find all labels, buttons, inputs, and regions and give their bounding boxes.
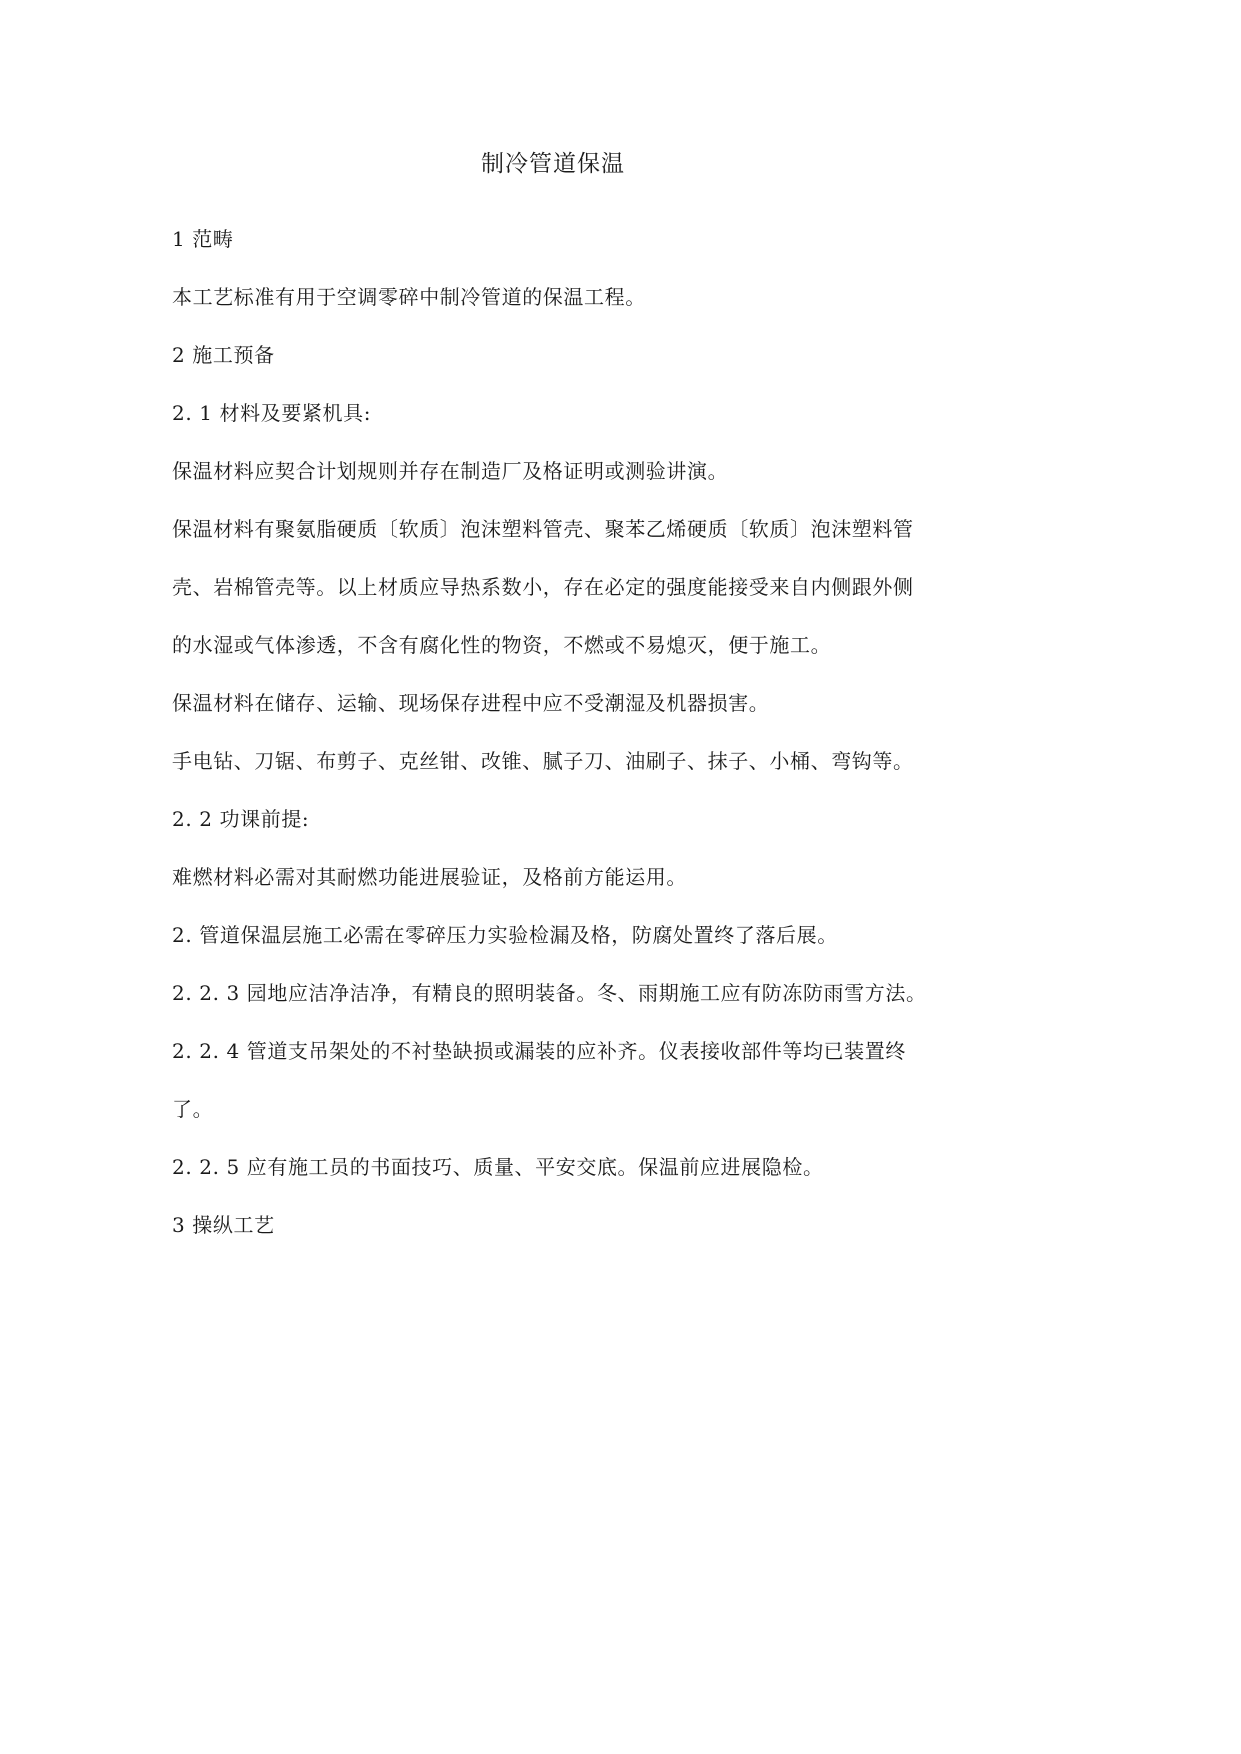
document-body [172,210,934,1254]
paragraph: 2. 2. 4 管道支吊架处的不衬垫缺损或漏装的应补齐。仪表接收部件等均已装置终了。 [172,1039,906,1121]
paragraph: 保温材料在储存、运输、现场保存进程中应不受潮湿及机器损害。 [172,691,770,715]
document-title: 制冷管道保温 [481,151,625,177]
subsection-heading-materials: 2. 1 材料及要紧机具: [172,401,372,425]
paragraph: 手电钻、刀锯、布剪子、克丝钳、改锥、腻子刀、油刷子、抹子、小桶、弯钩等。 [172,749,914,773]
paragraph: 2. 2. 3 园地应洁净洁净，有精良的照明装备。冬、雨期施工应有防冻防雨雪方法。 [172,981,927,1005]
paragraph: 2. 2. 5 应有施工员的书面技巧、质量、平安交底。保温前应进展隐检。 [172,1155,824,1179]
section-heading-preparation: 2 施工预备 [172,343,275,367]
paragraph: 保温材料应契合计划规则并存在制造厂及格证明或测验讲演。 [172,459,729,483]
paragraph: 保温材料有聚氨脂硬质〔软质〕泡沫塑料管壳、聚苯乙烯硬质〔软质〕泡沫塑料管壳、岩棉管壳等。以上材质应导热系数小，存在必定的强度能接受来自内侧跟外侧的水湿或气体渗透，不含有腐化性的物资，不燃或不易熄灭，便于施工。 [172,517,914,657]
section-heading-process: 3 操纵工艺 [172,1213,275,1237]
subsection-heading-conditions: 2. 2 功课前提: [172,807,310,831]
paragraph: 难燃材料必需对其耐燃功能进展验证，及格前方能运用。 [172,865,687,889]
section-heading-scope: 1 范畴 [172,227,234,251]
paragraph: 2. 管道保温层施工必需在零碎压力实验检漏及格，防腐处置终了落后展。 [172,923,838,947]
paragraph: 本工艺标准有用于空调零碎中制冷管道的保温工程。 [172,285,646,309]
